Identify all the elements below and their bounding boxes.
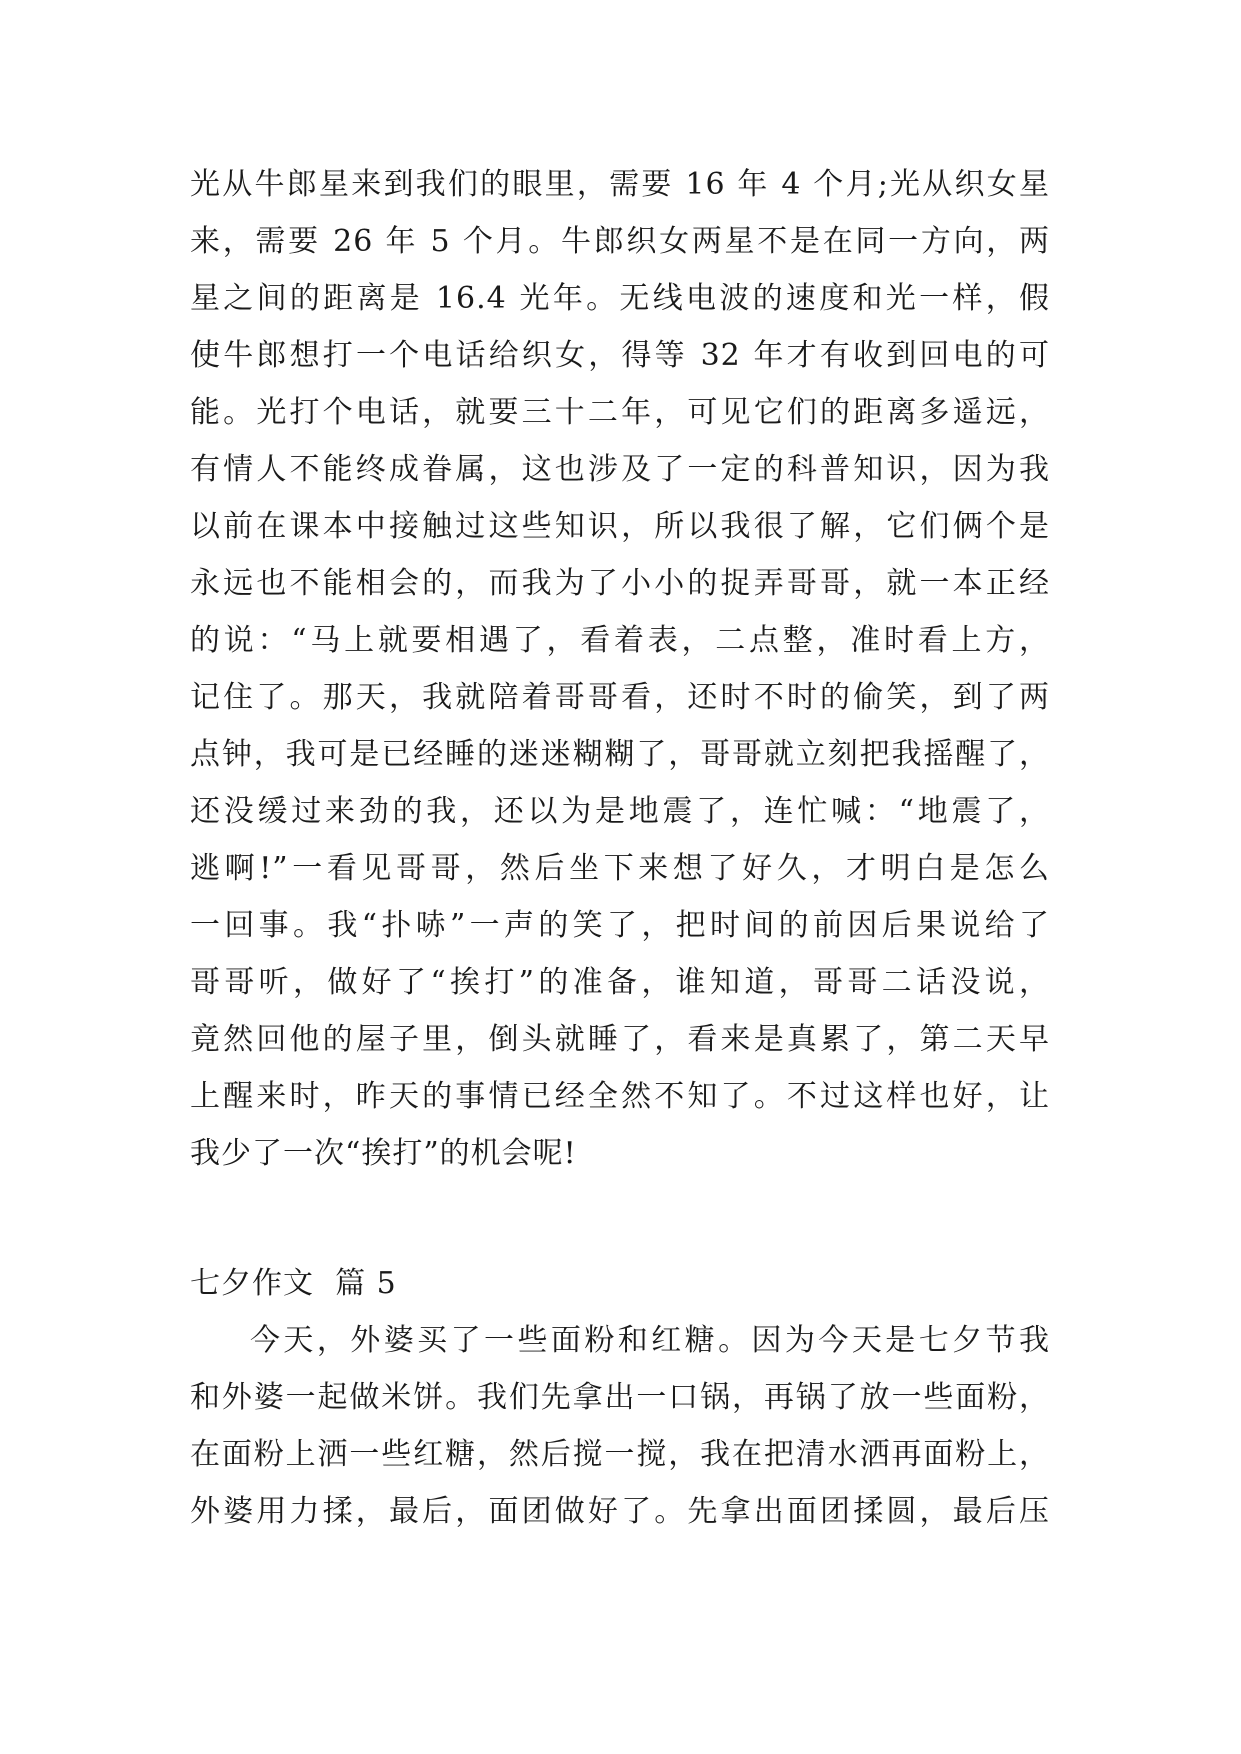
text-line: 使牛郎想打一个电话给织女，得等 32 年才有收到回电的可 xyxy=(190,338,1050,373)
text-line: 星之间的距离是 16.4 光年。无线电波的速度和光一样，假 xyxy=(190,281,1050,316)
text-line: 哥哥听，做好了“挨打”的准备，谁知道，哥哥二话没说， xyxy=(190,965,1050,1000)
text-line: 今天，外婆买了一些面粉和红糖。因为今天是七夕节我 xyxy=(250,1323,1050,1358)
text-line: 永远也不能相会的，而我为了小小的捉弄哥哥，就一本正经 xyxy=(190,566,1050,601)
text-line: 有情人不能终成眷属，这也涉及了一定的科普知识，因为我 xyxy=(190,452,1050,487)
text-line: 上醒来时，昨天的事情已经全然不知了。不过这样也好，让 xyxy=(190,1079,1050,1114)
text-line: 还没缓过来劲的我，还以为是地震了，连忙喊：“地震了， xyxy=(190,794,1050,829)
text-line: 的说：“马上就要相遇了，看着表，二点整，准时看上方， xyxy=(190,623,1050,658)
text-line: 外婆用力揉，最后，面团做好了。先拿出面团揉圆，最后压 xyxy=(190,1494,1050,1529)
text-line: 和外婆一起做米饼。我们先拿出一口锅，再锅了放一些面粉， xyxy=(190,1380,1050,1415)
text-line: 一回事。我“扑哧”一声的笑了，把时间的前因后果说给了 xyxy=(190,908,1050,943)
text-line: 能。光打个电话，就要三十二年，可见它们的距离多遥远， xyxy=(190,395,1050,430)
text-line: 逃啊!”一看见哥哥，然后坐下来想了好久，才明白是怎么 xyxy=(190,851,1050,886)
section-heading: 七夕作文 篇 5 xyxy=(190,1266,397,1301)
text-line: 在面粉上洒一些红糖，然后搅一搅，我在把清水洒再面粉上， xyxy=(190,1437,1050,1472)
text-line: 点钟，我可是已经睡的迷迷糊糊了，哥哥就立刻把我摇醒了， xyxy=(190,737,1050,772)
text-line: 竟然回他的屋子里，倒头就睡了，看来是真累了，第二天早 xyxy=(190,1022,1050,1057)
text-line: 我少了一次“挨打”的机会呢! xyxy=(190,1136,577,1171)
text-line: 记住了。那天，我就陪着哥哥看，还时不时的偷笑，到了两 xyxy=(190,680,1050,715)
text-line: 以前在课本中接触过这些知识，所以我很了解，它们俩个是 xyxy=(190,509,1050,544)
text-line: 光从牛郎星来到我们的眼里，需要 16 年 4 个月;光从织女星 xyxy=(190,167,1050,202)
text-line: 来，需要 26 年 5 个月。牛郎织女两星不是在同一方向，两 xyxy=(190,224,1050,259)
